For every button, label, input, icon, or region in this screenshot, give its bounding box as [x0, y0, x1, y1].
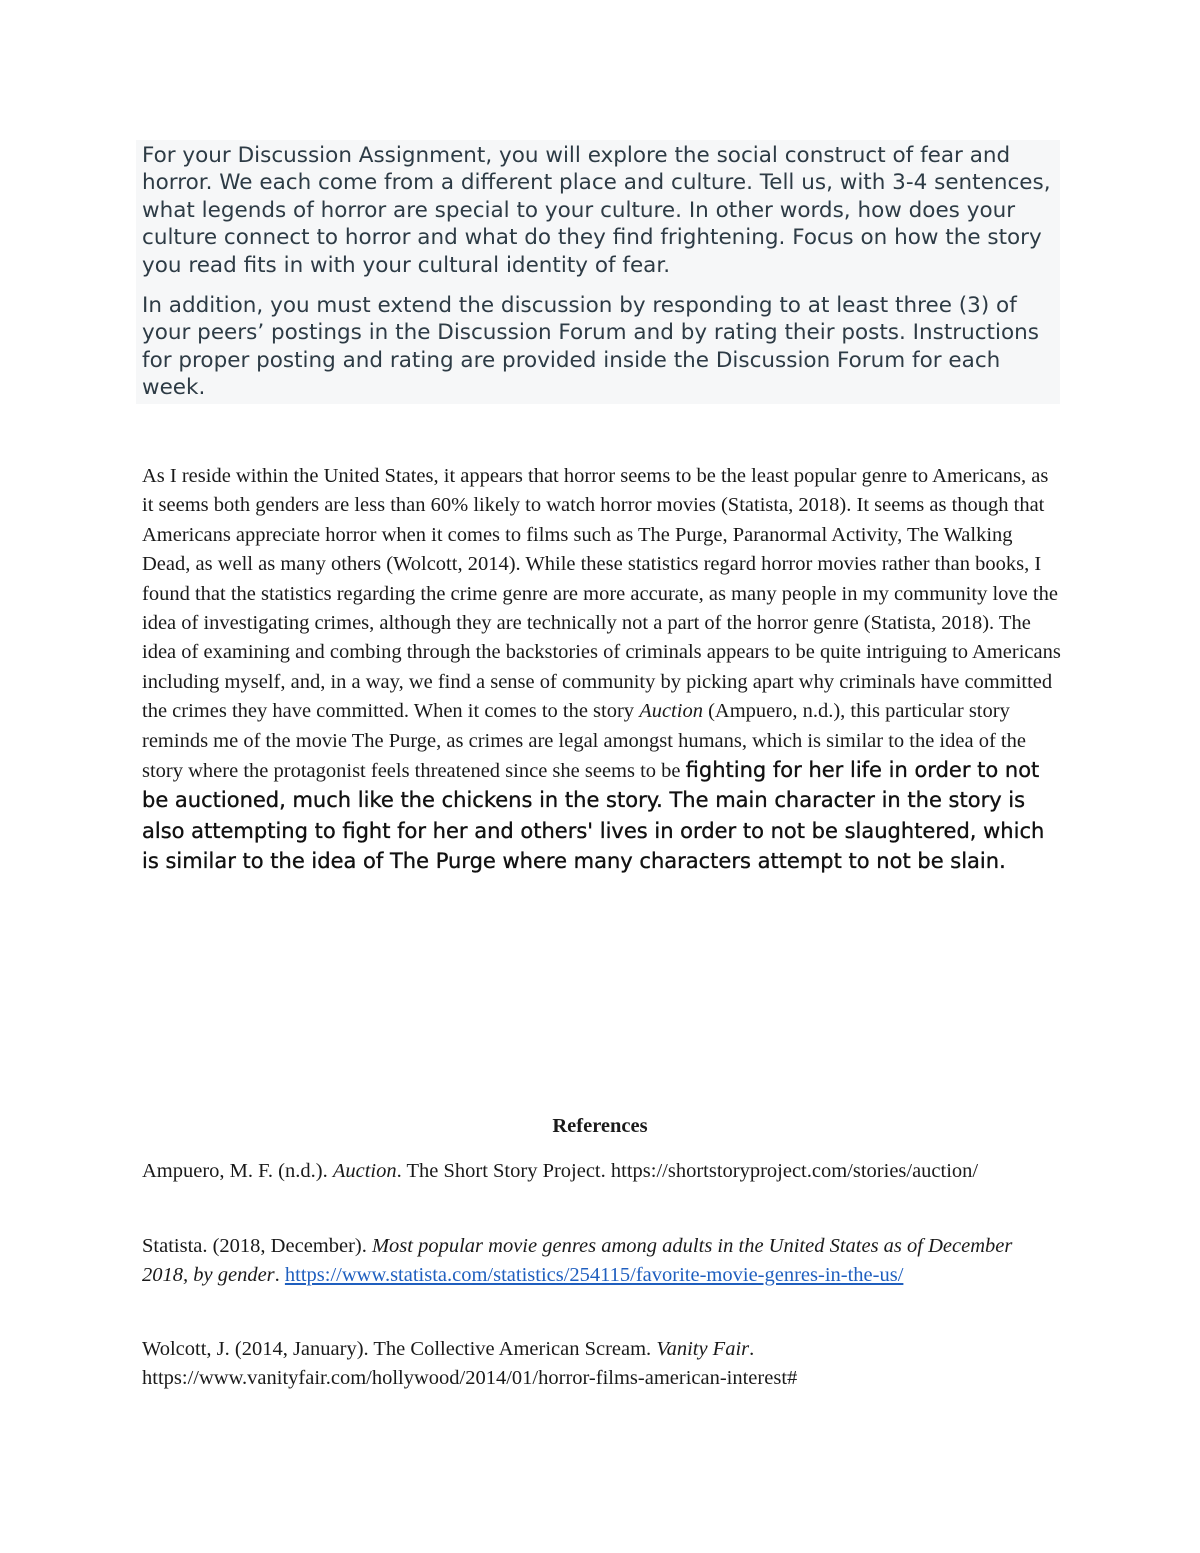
response-text-part-3: fighting for her life in order to not be auctioned, much like the chickens in the story. The main character in the story is also attempting to fight for her and others' lives in order to not be slaughtered, which is similar to the idea of The Purge where many characters attempt to not be slain. [142, 758, 1045, 874]
reference-wolcott-prefix: Wolcott, J. (2014, January). The Collective American Scream. [142, 1338, 657, 1360]
prompt-paragraph-2: In addition, you must extend the discussion by responding to at least three (3) of your peers’ postings in the Discussion Forum and by rating their posts. Instructions for proper posting and rating are provided inside the Discussion Forum for each week. [142, 293, 1039, 401]
references-heading: References [552, 1115, 648, 1137]
reference-statista-title: Most popular movie genres among adults in the United States as of December 2018, by gender [142, 1235, 1013, 1286]
prompt-paragraph-1: For your Discussion Assignment, you will explore the social construct of fear and horror. We each come from a different place and culture. Tell us, with 3-4 sentences, what legends of horror are special to your culture. In other words, how does your culture connect to horror and what do they find frightening. Focus on how the story you read fits in with your cultural identity of fear. [142, 143, 1051, 278]
reference-statista-link[interactable]: https://www.statista.com/statistics/254115/favorite-movie-genres-in-the-us/ [284, 1264, 904, 1286]
reference-wolcott-title: Vanity Fair [656, 1338, 750, 1360]
response-paragraph [142, 462, 1062, 878]
reference-statista [142, 1232, 1062, 1290]
reference-wolcott [142, 1335, 1062, 1393]
story-title-italic: Auction [639, 700, 703, 723]
reference-ampuero-prefix: Ampuero, M. F. (n.d.). [142, 1160, 333, 1182]
reference-statista-middle: . [274, 1264, 285, 1286]
reference-ampuero [142, 1157, 1062, 1186]
response-text-part-1: As I reside within the United States, it appears that horror seems to be the least popular genre to Americans, as it seems both genders are less than 60% likely to watch horror movies (Statista, 2018). It seems as though that Americans appreciate horror when it comes to films such as The Purge, Paranormal Activity, The Walking Dead, as well as many others (Wolcott, 2014). While these statistics regard horror movies rather than books, I found that the statistics regarding the crime genre are more accurate, as many people in my community love the idea of investigating crimes, although they are technically not a part of the horror genre (Statista, 2018). The idea of examining and combing through the backstories of criminals appears to be quite intriguing to Americans including myself, and, in a way, we find a sense of community by picking apart why criminals have committed the crimes they have committed. When it comes to the story [142, 465, 1061, 723]
reference-ampuero-title: Auction [332, 1160, 397, 1182]
reference-statista-prefix: Statista. (2018, December). [142, 1235, 372, 1257]
response-text-part-2: (Ampuero, n.d.), this particular story reminds me of the movie The Purge, as crimes are legal amongst humans, which is similar to the idea of the story where the protagonist feels threatened since she seems to be [142, 700, 1026, 783]
reference-ampuero-suffix: . The Short Story Project. https://shortstoryproject.com/stories/auction/ [396, 1160, 979, 1182]
reference-wolcott-suffix: . https://www.vanityfair.com/hollywood/2014/01/horror-films-american-interest# [142, 1338, 798, 1389]
assignment-prompt [136, 140, 1060, 404]
